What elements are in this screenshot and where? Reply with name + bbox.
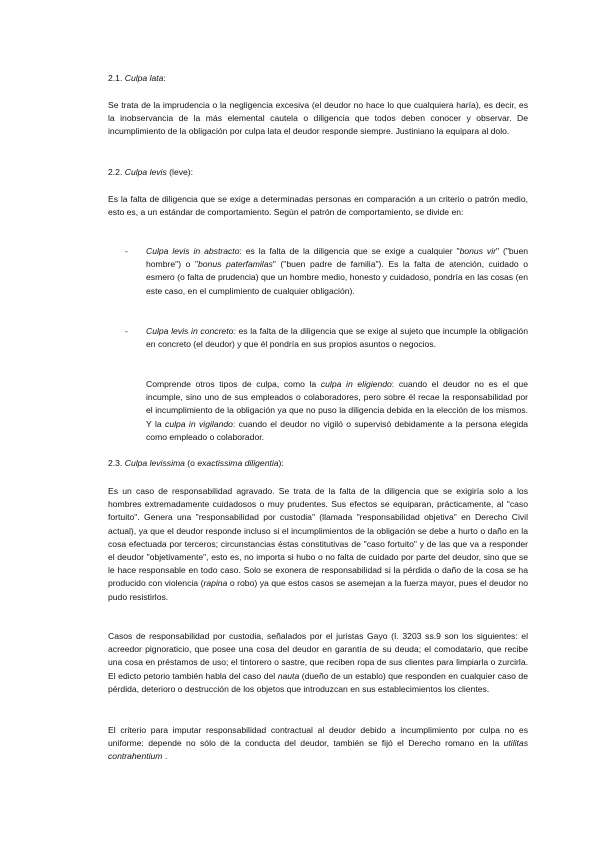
paragraph-criterio	[108, 724, 528, 764]
section-heading-tail: :	[163, 73, 166, 83]
paragraph-casos-custodia	[108, 630, 528, 696]
text-run: es la falta de la diligencia que se exige al sujeto que incumple la obligación en concreto (el deudor) y que él pondría en sus propios asuntos o negocios.	[146, 326, 528, 350]
italic-term: nauta	[277, 670, 300, 681]
section-heading-tail: (leve):	[166, 167, 194, 177]
section-term: Culpa lata	[124, 73, 164, 83]
italic-term: rapina	[203, 578, 228, 589]
bullet-term: Culpa levis in concreto:	[146, 326, 236, 336]
italic-term: utilitas contrahentium	[108, 738, 528, 762]
section-heading-culpa-levissima	[108, 457, 528, 470]
section-term: exactissima diligentia	[197, 458, 279, 468]
italic-term: culpa in vigilando	[165, 418, 233, 429]
section-term: Culpa levissima	[124, 458, 185, 468]
bullet-term: Culpa levis in abstracto	[146, 246, 240, 256]
paragraph-culpa-levissima	[108, 485, 528, 604]
italic-term: bonus paterfamilas	[198, 259, 273, 270]
text-run: (dueño de un establo) que responden en cualquier caso de pérdida, deterioro o destrucción de los objetos que introduzcan en sus establecimientos los clientes.	[108, 670, 528, 694]
section-heading-culpa-lata	[108, 72, 528, 85]
text-run: " ("buen hombre") o "	[146, 246, 528, 270]
section-heading-tail: ):	[278, 458, 284, 468]
text-run: .	[162, 751, 168, 762]
section-number: 2.3.	[108, 458, 125, 468]
text-run: : es la falta de la diligencia que se exige a cualquier "	[239, 246, 460, 256]
bullet-culpa-levis-in-concreto	[146, 325, 528, 351]
section-heading-culpa-levis	[108, 166, 528, 179]
section-number: 2.1.	[108, 73, 125, 83]
section-heading-mid: (o	[184, 458, 198, 468]
bullet-culpa-levis-in-abstracto	[146, 245, 528, 298]
text-run: : cuando el deudor no es el que incumple, sino uno de sus empleados o colaboradores, pero sobre él recae la responsabilidad por el incumplimiento de la obligación ya que no puso la diligencia debida en la elección de los mismos. Y la	[146, 379, 528, 429]
paragraph-otros-tipos-de-culpa	[146, 378, 528, 444]
bullet-dash: -	[125, 246, 128, 256]
bullet-dash: -	[125, 326, 128, 336]
text-run: " ("buen padre de familia"). Es la falta de atención, cuidado o esmero (o falta de prudencia) que un hombre medio, honesto y cuidadoso, pondría en las cosas (en este caso, en el cumplimiento de cualquier obligación).	[146, 259, 528, 296]
text-run: Es un caso de responsabilidad agravado. Se trata de la falta de la diligencia que se exigiría solo a los hombres extremadamente cuidadosos o muy prudentes. Sus efectos se equiparan, prácticamente, al "caso fortuito". Genera una "responsabilidad por custodia" (llamada "responsabilidad objetiva" en Derecho Civil actual), ya que el deudor responde incluso si el incumplimientos de la obligación se debe a hurto o daño en la cosa efectuada por terceros; circunstancias éstas constitutivas de "caso fortuito" y de las que va a responder el deudor "objetivamente", esto es, no importa si hubo o no falta de cuidado por parte del deudor, sino que se le hace responsable en todo caso. Solo se exonera de responsabilidad si la pérdida o daño de la cosa se ha producido con violencia (	[108, 486, 528, 589]
section-term: Culpa levis	[124, 167, 167, 177]
italic-term: culpa in eligiendo	[320, 379, 392, 389]
text-run: El criterio para imputar responsabilidad contractual al deudor debido a incumplimiento por culpa no es uniforme: depende no sólo de la conducta del deudor, también se fijó el Derecho romano en la	[108, 725, 528, 749]
italic-term: bonus vir	[459, 246, 496, 256]
text-run: Comprende otros tipos de culpa, como la	[146, 379, 321, 389]
text-run: : cuando el deudor no vigiló o supervisó debidamente a la persona elegida como empleado o colaborador.	[146, 418, 529, 442]
text-run: o robo) ya que estos casos se asemejan a la fuerza mayor, pues el deudor no pudo resistirlos.	[108, 578, 528, 602]
paragraph-culpa-lata: Se trata de la imprudencia o la negligencia excesiva (el deudor no hace lo que cualquiera haría), es decir, es la inobservancia de la más elemental cautela o diligencia que todos deben conocer y observar. De incumplimiento de la obligación por culpa lata el deudor responde siempre. Justiniano la equipara al dolo.	[108, 100, 528, 137]
paragraph-culpa-levis: Es la falta de diligencia que se exige a determinadas personas en comparación a un criterio o patrón medio, esto es, a un estándar de comportamiento. Según el patrón de comportamiento, se divide en:	[108, 194, 528, 218]
text-run: Casos de responsabilidad por custodia, señalados por el juristas Gayo (I. 3203 ss.9 son los siguientes: el acreedor pignoraticio, que posee una cosa del deudor en garantía de su deuda; el comodatario, que recibe una cosa en préstamos de uso; el tintorero o sastre, que reciben ropa de sus clientes para limpiarla o zurcirla. El edicto petorio también habla del caso del	[108, 631, 528, 681]
section-number: 2.2.	[108, 167, 125, 177]
